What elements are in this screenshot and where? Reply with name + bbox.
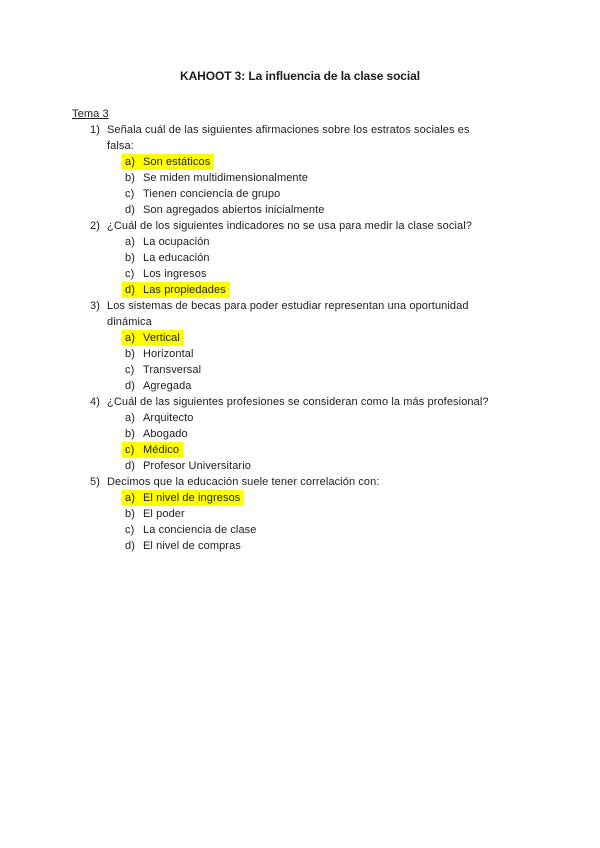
section-heading: Tema 3 [72,108,109,120]
question-1 [72,122,560,218]
document-body [0,106,600,554]
question-number: 2) [90,220,100,232]
option-row [125,410,560,426]
option-text: Vertical [143,332,180,344]
option-row [125,362,560,378]
question-2 [72,218,560,298]
question-4 [72,394,560,474]
option-letter: c) [125,524,135,536]
option-row [125,490,560,506]
question-text [107,474,380,490]
option-text: Se miden multidimensionalmente [143,172,309,184]
option-letter: c) [125,364,135,376]
option-text: El nivel de compras [143,540,241,552]
question-text-line: Señala cuál de las siguientes afirmaciones sobre los estratos sociales es [107,124,470,136]
option-letter: d) [125,380,135,392]
option-content [122,154,214,170]
question-3 [72,298,560,394]
question-head [72,122,560,154]
option-row [125,154,560,170]
question-text [107,122,470,154]
option-letter: b) [125,428,135,440]
question-number: 1) [90,124,100,136]
option-row [125,378,560,394]
option-text: Arquitecto [143,412,194,424]
option-row [125,250,560,266]
option-letter: a) [125,156,135,168]
option-text: La conciencia de clase [143,524,257,536]
option-row [125,522,560,538]
option-letter: d) [125,460,135,472]
option-text: Las propiedades [143,284,226,296]
option-content [122,186,284,202]
option-text: La ocupación [143,236,210,248]
question-head [72,298,560,330]
option-letter: a) [125,492,135,504]
option-row [125,282,560,298]
option-content [122,362,205,378]
option-content [122,282,230,298]
question-text [107,218,472,234]
option-content [122,522,261,538]
question-5 [72,474,560,554]
option-text: Agregada [143,380,192,392]
option-letter: a) [125,332,135,344]
option-letter: c) [125,444,135,456]
question-number: 4) [90,396,100,408]
option-content [122,330,184,346]
option-text: Son agregados abiertos inicialmente [143,204,325,216]
option-letter: b) [125,252,135,264]
question-number: 5) [90,476,100,488]
question-number: 3) [90,300,100,312]
option-content [122,426,192,442]
option-row [125,186,560,202]
option-row [125,266,560,282]
option-row [125,538,560,554]
option-letter: d) [125,284,135,296]
question-head [72,474,560,490]
option-text: Los ingresos [143,268,207,280]
option-content [122,458,255,474]
option-letter: a) [125,412,135,424]
option-text: Abogado [143,428,188,440]
option-text: Horizontal [143,348,194,360]
option-text: Transversal [143,364,202,376]
question-text [107,394,489,410]
option-letter: d) [125,204,135,216]
option-content [122,442,183,458]
question-text-line: Decimos que la educación suele tener correlación con: [107,476,380,488]
option-letter: b) [125,172,135,184]
option-letter: b) [125,508,135,520]
option-content [122,378,196,394]
question-text-line: ¿Cuál de las siguientes profesiones se consideran como la más profesional? [107,396,489,408]
option-letter: d) [125,540,135,552]
option-row [125,442,560,458]
option-content [122,490,244,506]
option-text: El nivel de ingresos [143,492,241,504]
option-content [122,250,214,266]
option-letter: b) [125,348,135,360]
option-content [122,234,214,250]
question-text-line: dinámica [107,316,152,328]
option-text: Médico [143,444,180,456]
option-content [122,202,328,218]
option-content [122,266,211,282]
option-row [125,506,560,522]
option-row [125,426,560,442]
option-content [122,346,198,362]
option-text: Profesor Universitario [143,460,251,472]
option-letter: c) [125,268,135,280]
option-row [125,346,560,362]
question-text [107,298,469,330]
option-text: Son estáticos [143,156,211,168]
option-content [122,170,312,186]
option-row [125,170,560,186]
option-text: Tienen conciencia de grupo [143,188,281,200]
question-head [72,218,560,234]
question-text-line: falsa: [107,140,134,152]
option-content [122,538,245,554]
option-content [122,410,198,426]
document-title: KAHOOT 3: La influencia de la clase social [180,69,420,83]
option-letter: c) [125,188,135,200]
question-text-line: ¿Cuál de los siguientes indicadores no se usa para medir la clase social? [107,220,472,232]
option-content [122,506,189,522]
option-text: El poder [143,508,185,520]
option-row [125,458,560,474]
option-letter: a) [125,236,135,248]
option-row [125,234,560,250]
question-text-line: Los sistemas de becas para poder estudiar representan una oportunidad [107,300,469,312]
option-row [125,330,560,346]
question-head [72,394,560,410]
option-row [125,202,560,218]
option-text: La educación [143,252,210,264]
